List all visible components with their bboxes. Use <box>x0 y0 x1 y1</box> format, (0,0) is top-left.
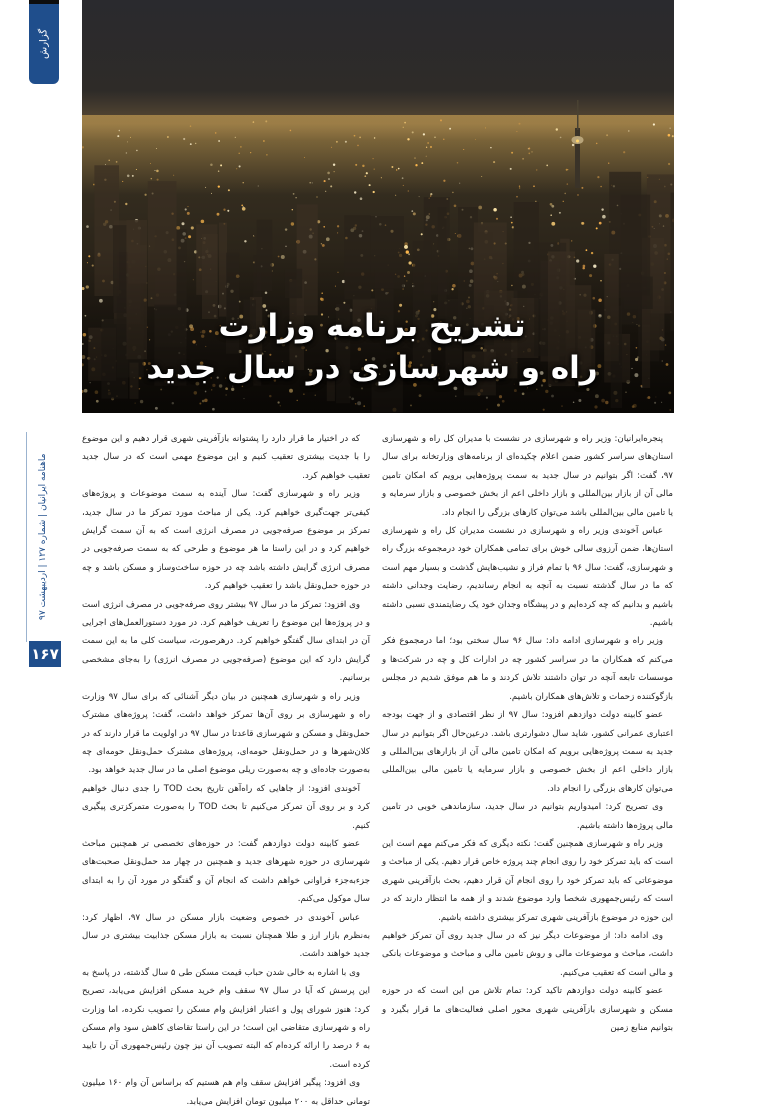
city-light <box>191 226 194 229</box>
city-light <box>127 141 128 142</box>
section-tab <box>29 0 59 84</box>
city-light <box>528 148 530 150</box>
city-light <box>531 151 532 152</box>
city-light <box>265 120 267 122</box>
city-light <box>403 185 404 186</box>
city-light <box>599 222 602 225</box>
city-light <box>577 194 578 195</box>
city-light <box>156 148 157 149</box>
city-light <box>440 119 442 121</box>
city-light <box>328 178 330 180</box>
city-light <box>330 185 332 187</box>
city-light <box>238 153 239 154</box>
city-light <box>493 208 497 212</box>
city-light <box>292 209 293 210</box>
city-light <box>426 147 427 148</box>
city-light <box>396 169 397 170</box>
city-light <box>556 128 558 130</box>
city-light <box>463 149 464 150</box>
city-light <box>218 140 220 142</box>
city-light <box>309 182 311 184</box>
city-light <box>290 130 292 132</box>
city-light <box>215 132 217 134</box>
city-light <box>250 152 251 153</box>
paragraph: وزیر راه و شهرسازی همچنین در بیان دیگر آشنائی که برای سال ۹۷ وزارت راه و شهرسازی بر روی آن‌ها تمرکز خواهد داشت، گفت: پروژه‌های مشترک حمل‌ونقل و مسکن و شهرسازی قاعدتا در سال ۹۷ در اولویت ما قرار دارند که در کلان‌شهرها و در حمل‌ونقل حومه‌ای، پروژه‌های مشترک حمل‌ونقل حومه‌ای چه به‌صورت جاده‌ای و چه به‌صورت ریلی موضوع اصلی ما در سال جدید خواهد بود. <box>82 691 370 776</box>
article-column-right <box>382 430 673 1037</box>
city-light <box>244 240 246 242</box>
city-light <box>117 135 119 137</box>
city-light <box>581 187 583 189</box>
city-light <box>188 235 191 238</box>
city-light <box>362 165 364 167</box>
city-light <box>150 163 151 164</box>
city-light <box>360 197 363 200</box>
city-light <box>336 141 338 143</box>
city-light <box>454 204 457 207</box>
city-light <box>86 225 89 228</box>
city-light <box>596 227 598 229</box>
city-light <box>411 210 413 212</box>
city-light <box>427 142 428 143</box>
city-light <box>423 133 425 135</box>
city-light <box>173 175 174 176</box>
city-light <box>452 192 454 194</box>
city-light <box>227 210 229 212</box>
city-light <box>567 183 568 184</box>
city-light <box>457 162 459 164</box>
city-light <box>672 135 674 137</box>
city-light <box>449 128 451 130</box>
city-light <box>357 145 359 147</box>
city-light <box>374 168 375 169</box>
city-light <box>327 172 330 175</box>
city-light <box>572 144 574 146</box>
publication-info: ماهنامه ایرانیان | شماره ۱۲۷ | اردیبهشت ۹۷ <box>38 453 48 621</box>
city-light <box>295 197 296 198</box>
city-light <box>511 222 513 224</box>
city-light <box>293 193 295 195</box>
city-light <box>359 137 361 139</box>
city-light <box>323 226 325 228</box>
paragraph: عباس آخوندی وزیر راه و شهرسازی در نشست مدیران کل راه و شهرسازی استان‌ها، ضمن آرزوی سالی خوش برای تمامی همکاران خود درمجموعه بزرگ راه و شهرسازی، گفت: سال ۹۶ با تمام فراز و نشیب‌هایش گذشت و بسیار مهم است که ما در سال گذشته نسبت به آنچه به انجام رساندیم، رضایت وجدانی داشته باشیم و بدانیم که چه کرده‌ایم و در پیشگاه وجدان خود یک رضایتمندی نسبی داشته باشیم. <box>382 526 673 629</box>
city-light <box>185 208 187 210</box>
city-light <box>430 195 431 196</box>
city-light <box>510 216 512 218</box>
city-light <box>304 157 305 158</box>
city-light <box>258 186 259 187</box>
city-light <box>366 172 368 174</box>
city-light <box>136 150 137 151</box>
city-light <box>608 163 609 164</box>
city-light <box>404 122 406 124</box>
city-light <box>241 204 243 206</box>
city-light <box>395 195 396 196</box>
paragraph: وی افزود: پیگیر افزایش سقف وام هم هستیم که براساس آن وام ۱۶۰ میلیون تومانی حداقل به ۲۰۰ میلیون تومان افزایش می‌یابد. <box>82 1078 370 1107</box>
city-light <box>108 160 109 161</box>
city-light <box>324 180 326 182</box>
city-light <box>516 196 518 198</box>
paragraph: وی افزود: تمرکز ما در سال ۹۷ بیشتر روی صرفه‌جویی در مصرف انرژی است و در پروژه‌ها این موضوع را تعریف خواهیم کرد. در مورد دستورالعمل‌های اجرایی آن در ابتدای سال گفتگو خواهیم کرد. درهرصورت، سیاست کلی ما به این سمت گرایش دارد که این موضوع (صرفه‌جویی در مصرف انرژی) را به‌جای مشخصی برسانیم. <box>82 599 370 684</box>
city-light <box>391 166 393 168</box>
city-light <box>485 127 486 128</box>
city-light <box>564 193 566 195</box>
city-light <box>434 137 435 138</box>
city-light <box>533 185 535 187</box>
city-light <box>571 240 572 241</box>
city-light <box>443 180 445 182</box>
paragraph: وی ادامه داد: از موضوعات دیگر نیز که در سال جدید روی آن تمرکز خواهیم داشت، مباحث و موضوعات مالی و روش تامین مالی و مباحث و موضوعات بانکی و مالی است که تعقیب می‌کنیم. <box>382 930 673 978</box>
city-light <box>127 175 130 178</box>
city-light <box>563 201 564 202</box>
city-light <box>205 187 206 188</box>
city-light <box>326 237 330 241</box>
city-light <box>263 140 265 142</box>
city-light <box>239 165 241 167</box>
city-light <box>187 206 188 207</box>
city-light <box>266 154 267 155</box>
city-light <box>407 138 409 140</box>
city-light <box>596 143 598 145</box>
city-light <box>481 176 482 177</box>
city-light <box>228 189 230 191</box>
hero-photo <box>82 0 674 413</box>
city-light <box>516 131 517 132</box>
city-light <box>493 161 495 163</box>
city-light <box>125 203 127 205</box>
city-light <box>510 168 512 170</box>
city-light <box>220 164 222 166</box>
section-tab-label: گزارش <box>38 28 50 60</box>
city-light <box>653 123 655 125</box>
city-light <box>402 177 404 179</box>
paragraph: وزیر راه و شهرسازی گفت: سال آینده به سمت موضوعات و پروژه‌های کیفی‌تر جهت‌گیری خواهیم کرد. یکی از مباحث مورد تمرکز ما در سال جدید، تمرکز بر موضوع صرفه‌جویی در مصرف انرژی است که به آن سمت گرایش خواهیم کرد و در این راستا ما هر موضوع و طرحی که به سمت صرفه‌جویی در مصرف انرژی گرایش داشته باشد چه در حوزه ساخت‌وساز و مسکن باشد و چه در حوزه حمل‌ونقل باشد را تعقیب خواهیم کرد. <box>82 489 370 592</box>
city-light <box>316 196 317 197</box>
city-light <box>136 169 137 170</box>
city-light <box>668 163 670 165</box>
city-light <box>337 225 339 227</box>
city-light <box>550 214 552 216</box>
city-light <box>187 212 190 215</box>
city-light <box>606 134 608 136</box>
city-light <box>116 161 118 163</box>
city-light <box>528 153 530 155</box>
city-light <box>412 131 414 133</box>
city-light <box>546 165 548 167</box>
city-light <box>291 222 294 225</box>
city-light <box>354 191 356 193</box>
city-light <box>354 135 356 137</box>
city-light <box>181 222 184 225</box>
city-light <box>242 207 246 211</box>
city-light <box>285 246 286 247</box>
city-light <box>218 185 220 187</box>
headline-line-1: تشریح برنامه وزارت <box>218 308 526 344</box>
city-light <box>490 147 492 149</box>
city-light <box>253 121 255 123</box>
city-light <box>331 147 332 148</box>
city-light <box>334 171 335 172</box>
city-light <box>459 183 460 184</box>
city-light <box>426 156 427 157</box>
city-light <box>623 151 625 153</box>
city-light <box>369 184 371 186</box>
side-divider <box>26 432 27 642</box>
city-light <box>600 186 602 188</box>
city-light <box>201 220 205 224</box>
city-light <box>403 127 404 128</box>
city-light <box>155 170 156 171</box>
city-light <box>325 191 326 192</box>
city-light <box>519 123 521 125</box>
city-light <box>597 176 599 178</box>
city-light <box>668 134 671 137</box>
city-light <box>333 163 335 165</box>
city-light <box>243 182 244 183</box>
city-light <box>430 146 432 148</box>
headline-line-2: راه و شهرسازی در سال جدید <box>146 350 598 386</box>
city-light <box>496 218 498 220</box>
city-light <box>551 222 555 226</box>
paragraph: عباس آخوندی در خصوص وضعیت بازار مسکن در سال ۹۷، اظهار کرد: به‌نظرم بازار ارز و طلا همچنان نسبت به بازار مسکن جذابیت بیشتری در سال جدید خواهند داشت. <box>82 912 370 960</box>
city-light <box>404 245 408 249</box>
city-light <box>519 186 520 187</box>
city-light <box>601 208 603 210</box>
paragraph: پنجره‌ایرانیان: وزیر راه و شهرسازی در نشست با مدیران کل راه و شهرسازی استان‌های سراسر کشور ضمن اعلام چکیده‌ای از برنامه‌های وزارتخانه برای سال ۹۷، گفت: اگر بتوانیم در سال جدید به سمت پروژه‌هایی برویم که امکان تامین مالی آن از بازار بین‌المللی و بازار داخلی اعم از بخش خصوصی و بازار سرمایه و یا تامین مالی بین‌المللی باشد می‌توان کارهای بزرگی را انجام داد. <box>382 434 673 518</box>
side-running-caption <box>26 432 60 642</box>
city-light <box>176 226 180 230</box>
city-light <box>195 143 196 144</box>
city-light <box>321 243 322 244</box>
city-light <box>373 191 375 193</box>
city-light <box>105 164 106 165</box>
city-light <box>421 233 423 235</box>
city-light <box>628 130 629 131</box>
city-light <box>144 194 146 196</box>
city-light <box>381 177 382 178</box>
city-light <box>119 130 121 132</box>
city-light <box>419 196 420 197</box>
city-light <box>122 181 123 182</box>
city-light <box>156 170 159 173</box>
headline <box>92 305 652 389</box>
city-light <box>211 193 212 194</box>
city-light <box>240 146 242 148</box>
city-light <box>670 128 671 129</box>
city-light <box>151 178 153 180</box>
city-light <box>236 168 237 169</box>
city-light <box>430 193 432 195</box>
city-light <box>535 201 536 202</box>
city-light <box>167 136 169 138</box>
city-light <box>312 182 313 183</box>
city-light <box>190 143 192 145</box>
city-light <box>126 152 127 153</box>
city-light <box>322 244 325 247</box>
paragraph: عضو کابینه دولت دوازدهم گفت: در حوزه‌های تخصصی تر همچنین مباحث شهرسازی در حوزه شهرهای جدید و همچنین در چهار مد حمل‌ونقل صحبت‌های جزءبه‌جزء فراوانی خواهم داشت که انجام آن و گفتگو در مورد آن را به ابتدای سال موکول می‌کنم. <box>82 838 370 905</box>
city-light <box>364 175 366 177</box>
city-light <box>183 138 185 140</box>
paragraph: عضو کابینه دولت دوازدهم افزود: سال ۹۷ از نظر اقتصادی و از جهت بودجه اعتباری عمرانی کشور، شاید سال دشوارتری باشد. درعین‌حال اگر بتوانیم در سال جدید به سمت پروژه‌هایی برویم که امکان تامین مالی آن از بازارهای بین‌المللی و بازار داخلی اعم از بخش خصوصی و بازار سرمایه یا تامین مالی بین‌المللی می‌توان کارهای بزرگی را انجام داد. <box>382 710 673 794</box>
page-number: ۱۶۷ <box>29 641 61 667</box>
city-light <box>511 152 513 154</box>
city-light <box>355 164 357 166</box>
city-light <box>345 141 347 143</box>
tab-top-line <box>29 0 59 4</box>
city-light <box>223 209 225 211</box>
city-light <box>337 232 338 233</box>
city-light <box>475 139 476 140</box>
city-light <box>478 206 482 210</box>
city-light <box>190 125 191 126</box>
paragraph: وی با اشاره به خالی شدن حباب قیمت مسکن طی ۵ سال گذشته، در پاسخ به این پرسش که آیا در سال ۹۷ سقف وام خرید مسکن افزایش می‌یابد، تصریح کرد: هنوز شورای پول و اعتبار افزایش وام مسکن را تصویب نکرده، اما وزارت راه و شهرسازی متقاضی این است؛ در این راستا تقاضای کاهش سود وام مسکن به ۶ درصد را ارائه کرده‌ام که البته تصویب آن نیز چون رئیس‌جمهوری آن را تایید کرده است. <box>82 967 371 1070</box>
city-light <box>566 169 568 171</box>
city-light <box>132 175 134 177</box>
city-light <box>413 212 416 215</box>
city-light <box>285 228 287 230</box>
city-light <box>254 236 255 237</box>
city-light <box>210 163 213 166</box>
city-light <box>550 203 553 206</box>
city-light <box>519 187 520 188</box>
paragraph: که در اختیار ما قرار دارد را پشتوانه بازآفرینی شهری قرار دهیم و این موضوع را با جدیت بیشتری تعقیب کنیم و این موضوع مهمی است که در سال جدید تعقیب خواهیم کرد. <box>82 434 370 481</box>
article-column-left <box>82 430 370 1111</box>
city-light <box>560 137 562 139</box>
paragraph: وزیر راه و شهرسازی همچنین گفت: نکته دیگری که فکر می‌کنم مهم است این است که باید تمرکز خود را روی انجام چند پروژه خاص قرار دهیم. یکی از مباحث و موضوعاتی که باید تمرکز خود را روی انجام آن قرار دهیم، بحث بازآفرینی شهری است که رئیس‌جمهوری شخصا وارد موضوع شدند و از همه ما انتظار دارند که در این حوزه در موضوع بازآفرینی شهری تمرکز بیشتری داشته باشیم. <box>382 838 673 923</box>
city-light <box>398 168 400 170</box>
city-light <box>374 137 375 138</box>
paragraph: وزیر راه و شهرسازی ادامه داد: سال ۹۶ سال سختی بود؛ اما درمجموع فکر می‌کنم که همکاران ما در سراسر کشور چه در ادارات کل و چه در شرکت‌ها و موسسات تابعه آنچه در توان داشتند تلاش کردند و ما هم موفق شدیم در مجلس بازگوکننده زحمات و تلاش‌های همکاران باشیم. <box>382 636 673 702</box>
city-light <box>130 137 131 138</box>
city-light <box>536 169 538 171</box>
city-light <box>602 215 606 219</box>
city-light <box>581 222 584 225</box>
city-light <box>253 235 254 236</box>
paragraph: وی تصریح کرد: امیدواریم بتوانیم در سال جدید، سازماندهی خوبی در تامین مالی پروژه‌ها داشته باشیم. <box>382 802 673 831</box>
city-light <box>421 162 423 164</box>
city-light <box>443 139 444 140</box>
city-light <box>455 233 456 234</box>
city-light <box>235 137 236 138</box>
city-light <box>157 179 159 181</box>
city-light <box>522 158 524 160</box>
city-light <box>218 170 219 171</box>
city-light <box>372 158 373 159</box>
city-light <box>408 191 409 192</box>
city-light <box>217 213 220 216</box>
city-light <box>414 158 415 159</box>
city-light <box>559 212 561 214</box>
paragraph: آخوندی افزود: از جاهایی که راه‌آهن تاریخ بحث TOD را جدی دنبال خواهیم کرد و بر روی آن تمرکز می‌کنیم تا بحث TOD را به‌صورت متمرکزتری پیگیری کنیم. <box>82 783 370 831</box>
city-light <box>415 164 417 166</box>
paragraph: عضو کابینه دولت دوازدهم تاکید کرد: تمام تلاش من این است که در حوزه مسکن و شهرسازی بازآفرینی شهری محور اصلی فعالیت‌های ما قرار بگیرد و بتوانیم منابع زمین <box>382 986 673 1033</box>
